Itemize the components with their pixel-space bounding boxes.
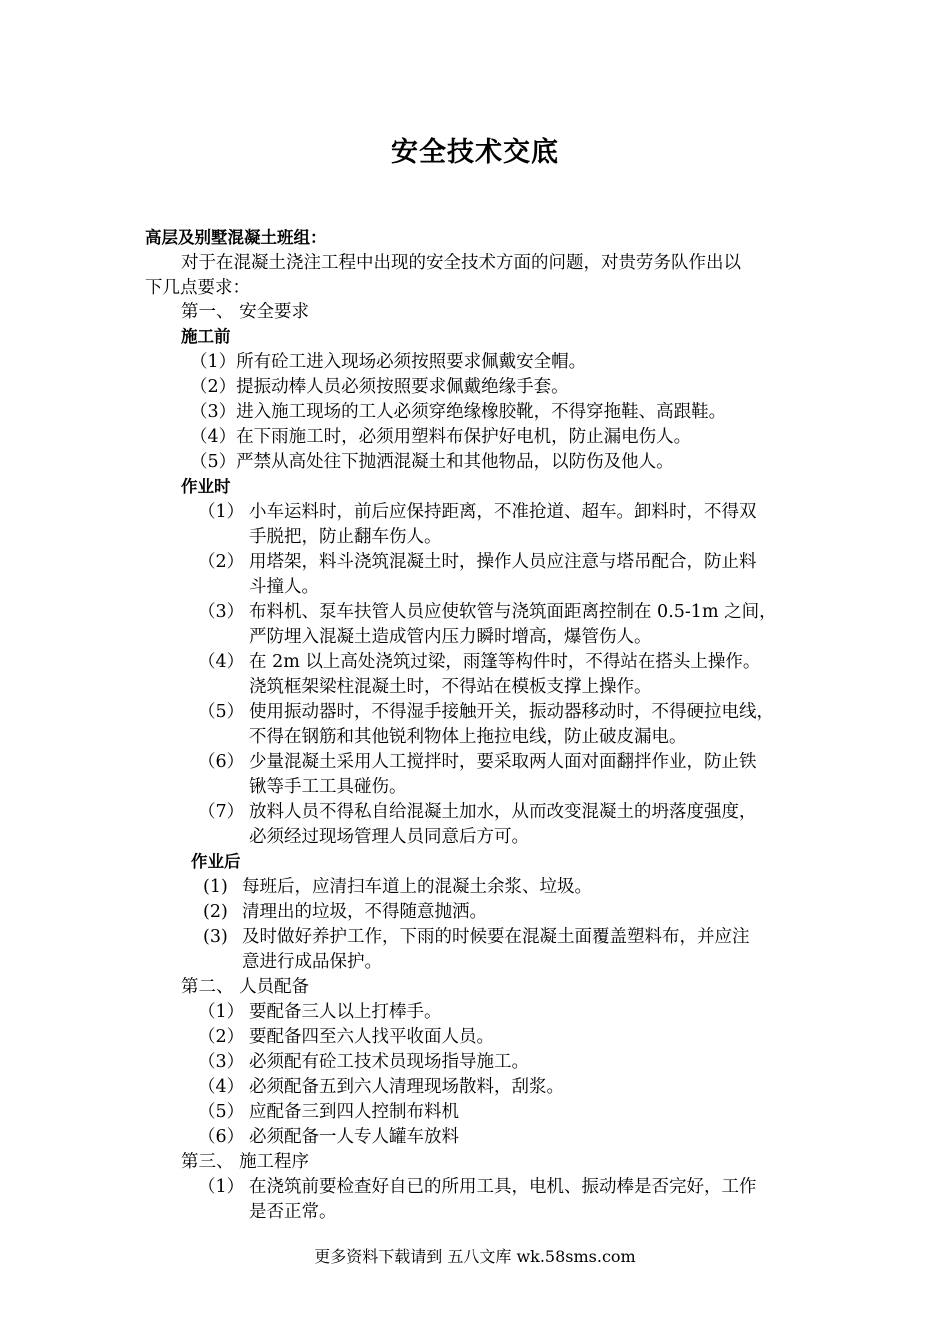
list-item-line: 是否正常。 [249,1202,337,1222]
list-item-number: (2) [203,902,228,922]
recipient-heading: 高层及别墅混凝土班组： [145,228,327,247]
list-item: （3）进入施工现场的工人必须穿绝缘橡胶靴，不得穿拖鞋、高跟鞋。 [190,402,727,422]
list-item-line: 必须配备一人专人罐车放料 [249,1127,459,1147]
section-2-heading: 第二、 人员配备 [181,977,310,997]
list-item-number: （6） [198,752,245,772]
list-item-line: 斗撞人。 [249,577,319,597]
section-3-heading: 第三、 施工程序 [181,1152,310,1172]
footer-link-text: 更多资料下载请到 五八文库 wk.58sms.com [314,1247,636,1266]
list-item-number: （6） [198,1127,245,1147]
list-item-line: 手脱把，防止翻车伤人。 [249,527,442,547]
list-item: （2）提振动棒人员必须按照要求佩戴绝缘手套。 [190,377,569,397]
list-item-line: 使用振动器时，不得湿手接触开关，振动器移动时，不得硬拉电线， [249,702,774,722]
list-item-number: （3） [198,602,245,622]
list-item-line: 锹等手工工具碰伤。 [249,777,407,797]
list-item-line: 必须配有砼工技术员现场指导施工。 [249,1052,529,1072]
list-item-line: 应配备三到四人控制布料机 [249,1102,459,1122]
after-work-heading: 作业后 [191,852,241,871]
intro-line-1: 对于在混凝土浇注工程中出现的安全技术方面的问题，对贵劳务队作出以 [181,253,741,273]
list-item-line: 在浇筑前要检查好自已的所用工具，电机、振动棒是否完好，工作 [249,1177,757,1197]
list-item-line: 浇筑框架梁柱混凝土时，不得站在模板支撑上操作。 [249,677,652,697]
list-item-number: (3) [203,927,228,947]
list-item-number: （5） [198,1102,245,1122]
list-item-number: （4） [198,1077,245,1097]
list-item-number: （1） [198,1002,245,1022]
list-item-line: 及时做好养护工作，下雨的时候要在混凝土面覆盖塑料布，并应注 [242,927,750,947]
list-item-line: 必须经过现场管理人员同意后方可。 [249,827,529,847]
list-item-line: 要配备四至六人找平收面人员。 [249,1027,494,1047]
list-item-line: 放料人员不得私自给混凝土加水，从而改变混凝土的坍落度强度， [249,802,757,822]
list-item-number: （2） [198,1027,245,1047]
during-work-heading: 作业时 [181,477,231,496]
list-item-number: （2） [198,552,245,572]
list-item-number: （1） [198,1177,245,1197]
list-item-line: 用塔架，料斗浇筑混凝土时，操作人员应注意与塔吊配合，防止料 [249,552,757,572]
list-item-number: (1) [203,877,228,897]
list-item-line: 意进行成品保护。 [242,952,382,972]
list-item: （1）所有砼工进入现场必须按照要求佩戴安全帽。 [190,352,587,372]
list-item-line: 少量混凝土采用人工搅拌时，要采取两人面对面翻拌作业，防止铁 [249,752,757,772]
list-item: （5）严禁从高处往下抛洒混凝土和其他物品，以防伤及他人。 [190,452,674,472]
page-title: 安全技术交底 [391,137,559,168]
list-item-line: 必须配备五到六人清理现场散料，刮浆。 [249,1077,564,1097]
list-item-line: 每班后，应清扫车道上的混凝土余浆、垃圾。 [242,877,592,897]
before-work-heading: 施工前 [181,327,231,346]
list-item-line: 严防埋入混凝土造成管内压力瞬时增高，爆管伤人。 [249,627,652,647]
list-item-line: 小车运料时，前后应保持距离，不准抢道、超车。卸料时，不得双 [249,502,757,522]
section-1-heading: 第一、 安全要求 [181,302,310,322]
list-item-number: （3） [198,1052,245,1072]
list-item-line: 布料机、泵车扶管人员应使软管与浇筑面距离控制在 0.5-1m 之间， [249,602,777,622]
list-item-number: （1） [198,502,245,522]
list-item-line: 不得在钢筋和其他锐利物体上拖拉电线，防止破皮漏电。 [249,727,687,747]
list-item-line: 在 2m 以上高处浇筑过梁，雨篷等构件时，不得站在搭头上操作。 [249,652,761,672]
list-item-line: 要配备三人以上打棒手。 [249,1002,442,1022]
list-item-line: 清理出的垃圾，不得随意抛洒。 [242,902,487,922]
list-item: （4）在下雨施工时，必须用塑料布保护好电机，防止漏电伤人。 [190,427,692,447]
intro-line-2: 下几点要求： [145,278,250,298]
list-item-number: （4） [198,652,245,672]
list-item-number: （7） [198,802,245,822]
list-item-number: （5） [198,702,245,722]
